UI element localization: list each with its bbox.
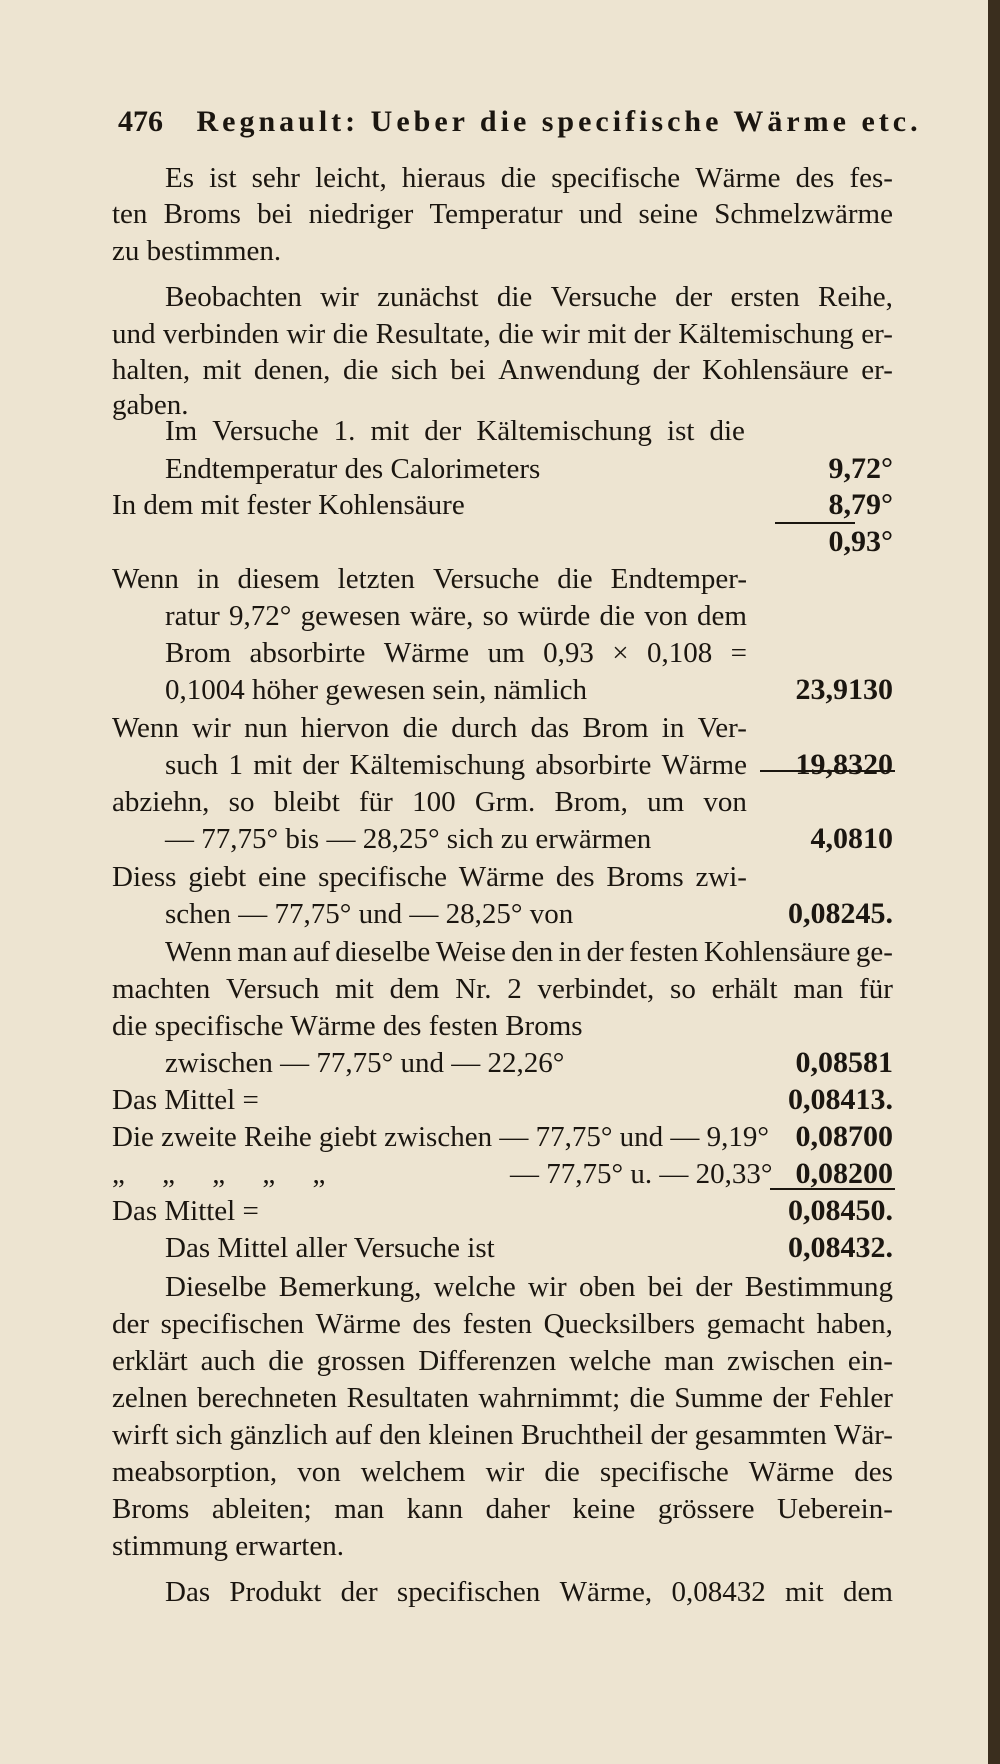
result-6-value: 0,08432.	[788, 1231, 893, 1264]
calc1-line-2: Endtemperatur des Calorimeters	[165, 453, 541, 485]
calc2-line-1: Wenn in diesem letzten Versuche die Endtemper-	[112, 563, 747, 595]
page-edge	[988, 0, 1000, 1764]
calc2-line-10: schen — 77,75° und — 28,25° von	[165, 898, 574, 930]
running-header	[118, 104, 922, 140]
result-4-label: — 77,75° u. — 20,33°	[510, 1158, 773, 1190]
p2-line-3: halten, mit denen, die sich bei Anwendung der Kohlensäure er-	[112, 354, 893, 386]
p2-line-4: gaben.	[112, 389, 189, 421]
calc1-line-1: Im Versuche 1. mit der Kältemischung ist die	[165, 415, 745, 447]
p2-line-2: und verbinden wir die Resultate, die wir mit der Kältemischung er-	[112, 318, 893, 350]
p1-line-2: ten Broms bei niedriger Temperatur und seine Schmelzwärme	[112, 198, 893, 230]
p1-line-1: Es ist sehr leicht, hieraus die specifische Wärme des fes-	[165, 162, 893, 194]
p3-line-1: Wenn man auf dieselbe Weise den in der festen Kohlensäure ge-	[165, 936, 893, 968]
result-3-value: 0,08700	[795, 1120, 893, 1153]
ditto-marks: „ „ „ „ „	[112, 1158, 326, 1190]
p4-line-5: wirft sich gänzlich auf den kleinen Bruchtheil der gesammten Wär-	[112, 1419, 893, 1451]
result-6-label: Das Mittel aller Versuche ist	[165, 1232, 495, 1264]
result-3-label: Die zweite Reihe giebt zwischen — 77,75° und — 9,19°	[112, 1121, 770, 1153]
result-5-label: Das Mittel =	[112, 1195, 259, 1227]
result-2-value: 0,08413.	[788, 1083, 893, 1116]
result-5-value: 0,08450.	[788, 1194, 893, 1227]
p3-line-2: machten Versuch mit dem Nr. 2 verbindet, so erhält man für	[112, 973, 893, 1005]
calc1-line-3: In dem mit fester Kohlensäure	[112, 489, 465, 521]
result-1-value: 0,08581	[795, 1046, 893, 1079]
running-title: Regnault: Ueber die specifische Wärme etc.	[196, 105, 922, 138]
page-number: 476	[118, 105, 163, 138]
result-1-label: zwischen — 77,75° und — 22,26°	[165, 1047, 565, 1079]
calc2-line-4: 0,1004 höher gewesen sein, nämlich	[165, 674, 588, 706]
p5-line-1: Das Produkt der specifischen Wärme, 0,08432 mit dem	[165, 1576, 893, 1608]
p4-line-7: Broms ableiten; man kann daher keine grössere Ueberein-	[112, 1493, 893, 1525]
calc2-line-8: — 77,75° bis — 28,25° sich zu erwärmen	[165, 823, 652, 855]
calc2-line-9: Diess giebt eine specifische Wärme des Broms zwi-	[112, 861, 747, 893]
calc2-line-2: ratur 9,72° gewesen wäre, so würde die von dem	[165, 600, 747, 632]
calc2-line-5: Wenn wir nun hiervon die durch das Brom in Ver-	[112, 712, 747, 744]
calc2-line-7: abziehn, so bleibt für 100 Grm. Brom, um von	[112, 786, 747, 818]
calc2-value-3: 4,0810	[810, 822, 893, 855]
p3-line-3: die specifische Wärme des festen Broms	[112, 1010, 583, 1042]
p1-line-3: zu bestimmen.	[112, 235, 282, 267]
p4-line-6: meabsorption, von welchem wir die specifische Wärme des	[112, 1456, 893, 1488]
p4-line-8: stimmung erwarten.	[112, 1530, 344, 1562]
calc2-line-6: such 1 mit der Kältemischung absorbirte Wärme	[165, 749, 747, 781]
calc2-value-1: 23,9130	[795, 673, 893, 706]
p4-line-4: zelnen berechneten Resultaten wahrnimmt; die Summe der Fehler	[112, 1382, 893, 1414]
calc1-value-2: 8,79°	[828, 488, 893, 521]
calc2-value-4: 0,08245.	[788, 897, 893, 930]
calc2-value-2: 19,8320	[795, 748, 893, 781]
p2-line-1: Beobachten wir zunächst die Versuche der ersten Reihe,	[165, 281, 893, 313]
p4-line-1: Dieselbe Bemerkung, welche wir oben bei der Bestimmung	[165, 1271, 893, 1303]
result-4-value: 0,08200	[795, 1157, 893, 1190]
sum-rule-3	[770, 1188, 895, 1190]
p4-line-3: erklärt auch die grossen Differenzen welche man zwischen ein-	[112, 1345, 893, 1377]
p4-line-2: der specifischen Wärme des festen Quecksilbers gemacht haben,	[112, 1308, 893, 1340]
calc1-value-1: 9,72°	[828, 452, 893, 485]
calc2-line-3: Brom absorbirte Wärme um 0,93 × 0,108 =	[165, 637, 747, 669]
result-2-label: Das Mittel =	[112, 1084, 259, 1116]
calc1-difference: 0,93°	[828, 525, 893, 558]
sum-rule-2	[760, 770, 895, 772]
sum-rule-1	[775, 522, 855, 524]
